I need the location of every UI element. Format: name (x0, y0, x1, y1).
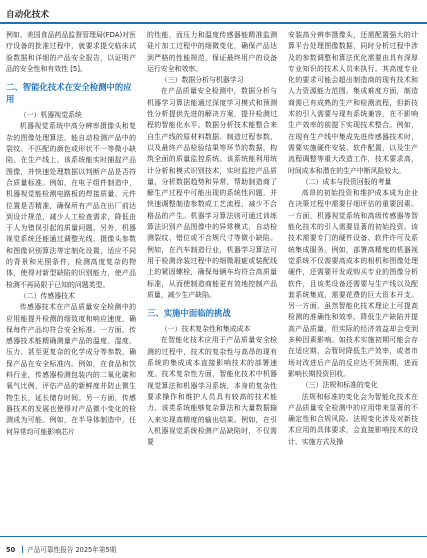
subsection-heading: （一）机器视觉系统 (19, 111, 82, 120)
section-heading: 二、智能化技术在安全检测中的应用 (6, 82, 132, 105)
footer-separator (22, 546, 23, 553)
paragraph: 法规和标准的变化会为智能化技术在产品质量安全检测中的应用带来显著的不确定性和合规风险。法规变化涉及对新技术应用的具体要求，会直接影响技术的设计、实施方式及操 (288, 392, 418, 446)
section-title: 自动化技术 (6, 10, 49, 20)
page-header (0, 0, 427, 26)
paragraph: 机器视觉系统中高分辨率摄像头和复杂的图像处理算法，能自动检测产品中的裂纹、不匹配的颜色或形状不一等微小缺陷。在生产线上，该系统能实时捕捉产品图像，并快速处理数据以判断产品是否符合质量标准。例如，在电子组件制造中，机器视觉能检测电路板的焊接质量、元件位置是否精准，确保所有产品在出厂前达到设计规范，减少人工检查需求，降低由于人为错误引起的质量问题。另外，机器视觉系统还能通过调整光线、摄像头参数和图像识别算法等定制化设置，适应不同的背景和光照条件，检测高度复杂的物体，使得对新型缺陷的识别能力，使产品检测不再局限于已知的问题类型。 (6, 122, 136, 289)
subsection-heading: （二）成本与投资回报的考量 (301, 177, 392, 186)
page-footer (0, 536, 427, 558)
paragraph: 高昂的初始投资和维护成本成为企业在决策过程中需要仔细评估的重要因素。一方面，机器视觉系统和高级传感器等智能化技术的引入需要显著的初始投资。该技术需要专门的硬件设备、软件许可及系统集成服务。例如，部署高精度的机器视觉系统不仅需要高成本的相机和图像处理硬件，还需要开发或购买专业的图像分析软件，且该类设备还需要与生产线以及配套系统集成，需要花费的巨大资本开支。另一方面，虽然智能化技术理论上可提高检测的准确性和效率、降低生产缺陷并提高产品质量，但实际的经济效益却会受到多种因素影响。如技术实施初期可能会存在适应期，会暂时降低生产效率，或者市场对改进后产品的反应达不到预期，进而影响长期投资回收。 (288, 189, 418, 378)
magazine-name: 产品可靠性报告 (27, 546, 74, 554)
footer-info (6, 544, 116, 554)
subsection-heading: （二）传感器技术 (19, 291, 75, 300)
section-heading: 三、实施中面临的挑战 (147, 308, 231, 319)
subsection-heading: （三）法规和标准的变化 (301, 381, 378, 390)
paragraph: 在智能化技术应用于产品质量安全检测的过程中，技术的复杂性与高昂的现有系统的集成成本直接影响技术的部署速度。技术复杂性方面，智能化技术中机器视觉算法和机器学习系统，本身的复杂性要求操作和维护人员具有较高的技术能力。该类系统能够复杂算法和大量数据输入来实现高精度的输出结果。例如，在引入机器视觉系统检测产品缺陷时，不仅需要 (147, 336, 277, 447)
paragraph: 在产品质量安全检测中，数据分析与机器学习算法能通过深度学习模式和预测性分析提供先进的解决方案，提升检测过程的智能化水平。数据分析技术能整合来自生产线的原材料数据、制造过程参数、以及最终产品检验结果等环节的数据，构筑全面的质量监控系统。该系统能利用统计分析和模式识别技术，实时监控产品质量，分析数据趋势和异常，帮助制造商了解生产过程中可能出现的系统性问题，并快速调整制造参数或工艺流程，减少不合格品的产生。机器学习算法则可通过训练算法识别产品图像中的异常模式，自动检测裂纹、错位或不合规尺寸等微小缺陷。例如，在汽车制造行业，机器学习算法可用于检测涂装过程中的细微瑕疵或装配线上的紧固螺栓，确保每辆车均符合高质量标准，从而使制造商能更有效地控制产品质量，减少生产缺陷。 (147, 87, 277, 299)
paragraph: 例如，美国食品药品监督管理局(FDA)对医疗设备的批准过程中，就要求提交临床试验数据和详细的产品安全报告，以证明产品的安全性和有效性 [5]。 (6, 31, 136, 73)
text-column-2 (147, 30, 277, 532)
text-column-3 (288, 30, 418, 532)
page-number: 50 (6, 546, 16, 554)
paragraph: 的性能，而压力和温度传感器能精准监测硅片加工过程中的细微变化，确保产品达到严格的性能规范，保证最终用户的设备运行安全和效率。 (147, 31, 277, 73)
paragraph: 传感器技术在产品质量安全检测中的应用能提升检测的细致度和响应速度，确保每件产品均符合安全标准。一方面，传感器技术能精确测量产品的温度、湿度、压力、甚至更复杂的化学成分等参数，确保产品在安全标准内。例如，在食品和饮料行业，传感器检测包装内的二氧化碳和氧气比例，评估产品的新鲜度并防止微生物生长，延长储存时间。另一方面，传感器技术的发展也使得对产品微小变化的检测成为可能。例如，在半导体制造中，任何异常均可能影响芯片 (6, 303, 136, 436)
header-rule (0, 22, 427, 24)
subsection-heading: （一）技术复杂性和集成成本 (160, 325, 251, 334)
issue-label: 2025年第5期 (75, 546, 117, 554)
footer-rule (0, 536, 427, 537)
paragraph: 安装高分辨率摄像头，还需配置强大的计算平台处理图像数据，同时分析过程中涉及的参数调整和算法优化需要由具有深厚专业知识的技术人员来执行。其高度专业化的要求可能会超出制造商的现有技术和人力资源能力范围。集成难度方面，制造商需已有成熟的生产和检测流程，但新技术的引入需要与现有系统兼容，在不影响生产效率的前提下实现技术整合。例如，在现有生产线中集成先进传感器技术时，需要实施硬件安装、软件配置，以及生产流程调整等重大改造工作，技术要求高，时间成本和潜在的生产中断风险较大。 (288, 31, 418, 175)
subsection-heading: （三）数据分析与机器学习 (160, 76, 244, 85)
text-column-1 (6, 30, 136, 532)
